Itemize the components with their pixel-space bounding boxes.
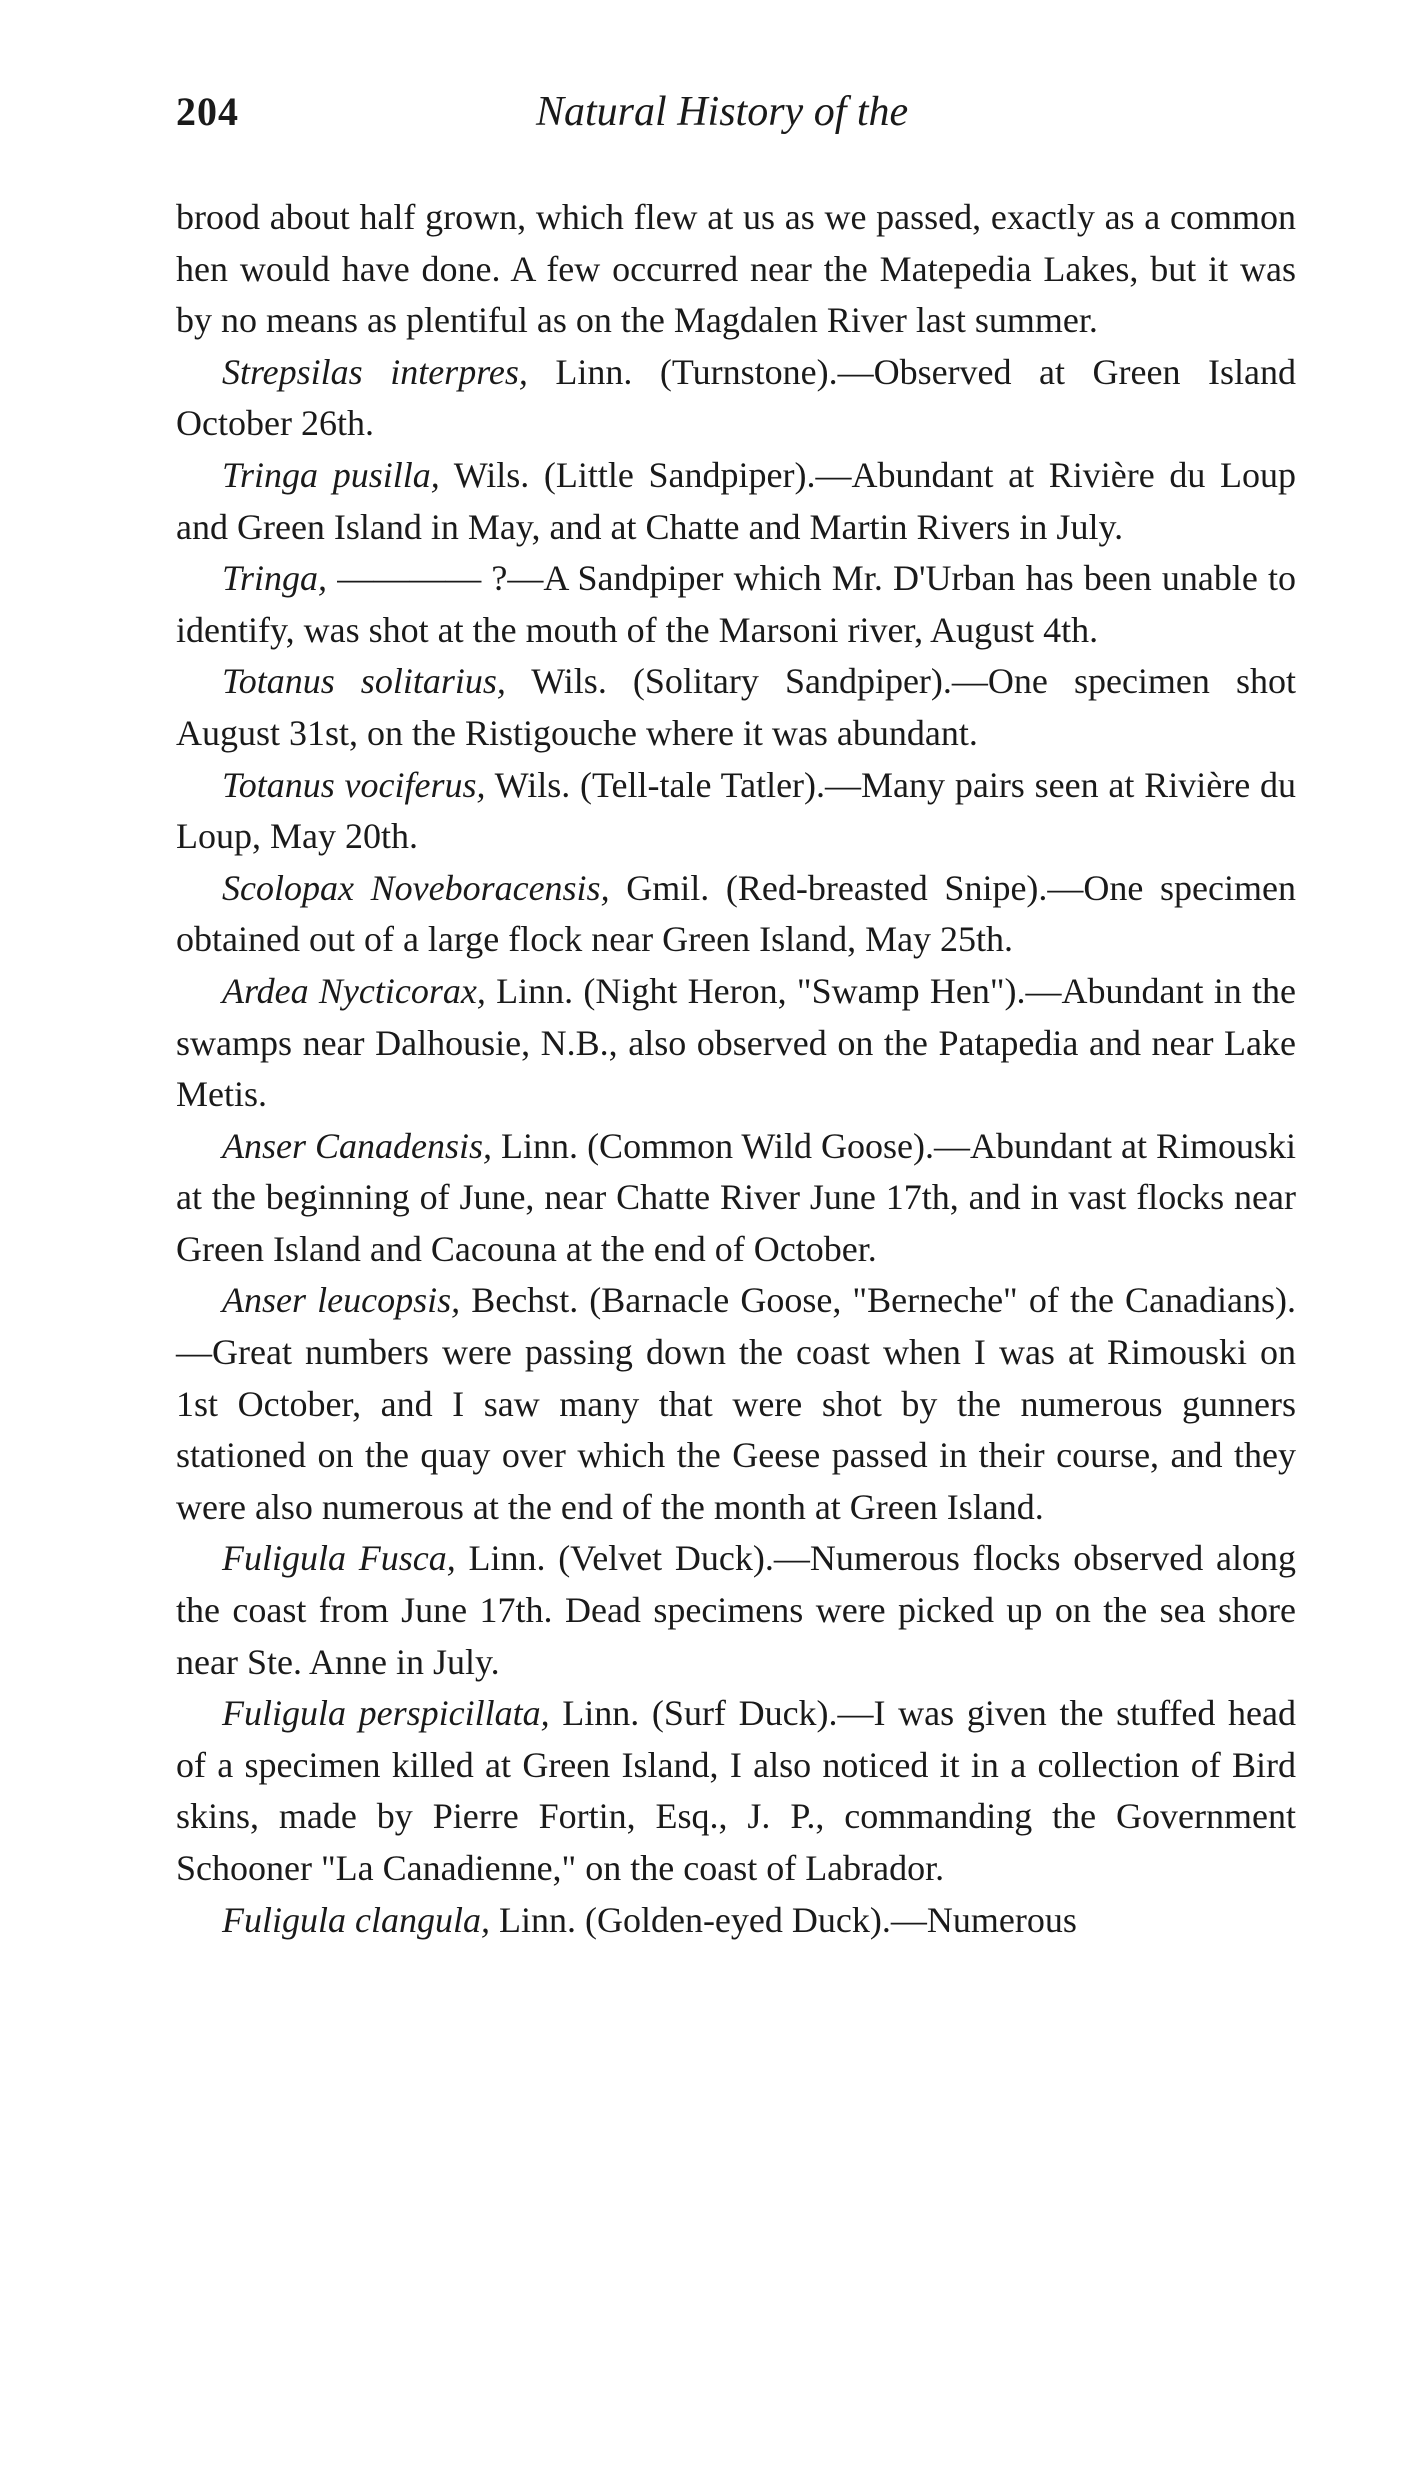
species-name: Ardea Nycticorax, bbox=[222, 970, 486, 1011]
page-number: 204 bbox=[176, 89, 239, 134]
species-entry bbox=[176, 1533, 1296, 1688]
body-text bbox=[176, 192, 1296, 1946]
species-description: Wils. (Solitary Sandpiper).—One specimen shot August 31st, on the Ristigouche where it was abundant. bbox=[176, 661, 1296, 753]
running-title: Natural History of the bbox=[536, 89, 909, 135]
species-description: Linn. (Velvet Duck).—Numerous flocks observed along the coast from June 17th. Dead specimens were picked up on the sea shore near Ste. Anne in July. bbox=[176, 1538, 1296, 1682]
species-entry bbox=[176, 966, 1296, 1121]
species-entry bbox=[176, 656, 1296, 759]
species-entry bbox=[176, 1121, 1296, 1276]
species-name: Fuligula clangula, bbox=[222, 1899, 490, 1940]
species-entry bbox=[176, 553, 1296, 656]
species-entry bbox=[176, 1688, 1296, 1894]
species-name: Tringa, bbox=[222, 558, 328, 599]
species-name: Anser leucopsis, bbox=[222, 1280, 461, 1321]
species-entry bbox=[176, 760, 1296, 863]
running-head bbox=[176, 88, 1296, 148]
species-description: ———— ?—A Sandpiper which Mr. D'Urban has been unable to identify, was shot at the mouth of the Marsoni river, August 4th. bbox=[176, 558, 1296, 650]
paragraph-continuation bbox=[176, 192, 1296, 347]
paragraph-text: brood about half grown, which flew at us as we passed, exactly as a common hen would have done. A few occurred near the Matepedia Lakes, but it was by no means as plentiful as on the Magdalen River last summer. bbox=[176, 197, 1296, 341]
species-description: Linn. (Night Heron, "Swamp Hen").—Abundant in the swamps near Dalhousie, N.B., also observed on the Patapedia and near Lake Metis. bbox=[176, 970, 1296, 1115]
species-description: Wils. (Tell-tale Tatler).—Many pairs seen at Rivière du Loup, May 20th. bbox=[176, 764, 1297, 857]
species-description: Linn. (Common Wild Goose).—Abundant at Rimouski at the beginning of June, near Chatte River June 17th, and in vast flocks near Green Island and Cacouna at the end of October. bbox=[176, 1125, 1296, 1269]
species-name: Fuligula perspicillata, bbox=[222, 1693, 550, 1734]
species-name: Scolopax Noveboracensis, bbox=[222, 867, 610, 908]
species-entry bbox=[176, 863, 1296, 966]
species-description: Bechst. (Barnacle Goose, "Berneche" of the Canadians).—Great numbers were passing down the coast when I was at Rimouski on 1st October, and I saw many that were shot by the numerous gunners stationed on the quay over which the Geese passed in their course, and they were also numerous at the end of the month at Green Island. bbox=[176, 1280, 1297, 1527]
species-name: Anser Canadensis, bbox=[222, 1125, 493, 1166]
species-entry bbox=[176, 1895, 1296, 1947]
species-description: Gmil. (Red-breasted Snipe).—One specimen obtained out of a large flock near Green Island, May 25th. bbox=[176, 867, 1297, 960]
species-description: Linn. (Turnstone).—Observed at Green Island October 26th. bbox=[176, 351, 1296, 444]
species-entry bbox=[176, 347, 1296, 450]
species-name: Fuligula Fusca, bbox=[222, 1538, 456, 1579]
species-description: Wils. (Little Sandpiper).—Abundant at Rivière du Loup and Green Island in May, and at Chatte and Martin Rivers in July. bbox=[176, 454, 1297, 547]
species-entry bbox=[176, 450, 1296, 553]
species-description: Linn. (Surf Duck).—I was given the stuffed head of a specimen killed at Green Island, I also noticed it in a collection of Bird skins, made by Pierre Fortin, Esq., J. P., commanding the Government Schooner "La Canadienne," on the coast of Labrador. bbox=[176, 1693, 1297, 1888]
species-description: Linn. (Golden-eyed Duck).—Numerous bbox=[489, 1899, 1077, 1940]
species-name: Totanus vociferus, bbox=[222, 764, 486, 805]
species-name: Totanus solitarius, bbox=[222, 661, 506, 702]
species-name: Tringa pusilla, bbox=[222, 454, 440, 495]
species-name: Strepsilas interpres, bbox=[222, 351, 528, 392]
species-entry bbox=[176, 1275, 1296, 1533]
